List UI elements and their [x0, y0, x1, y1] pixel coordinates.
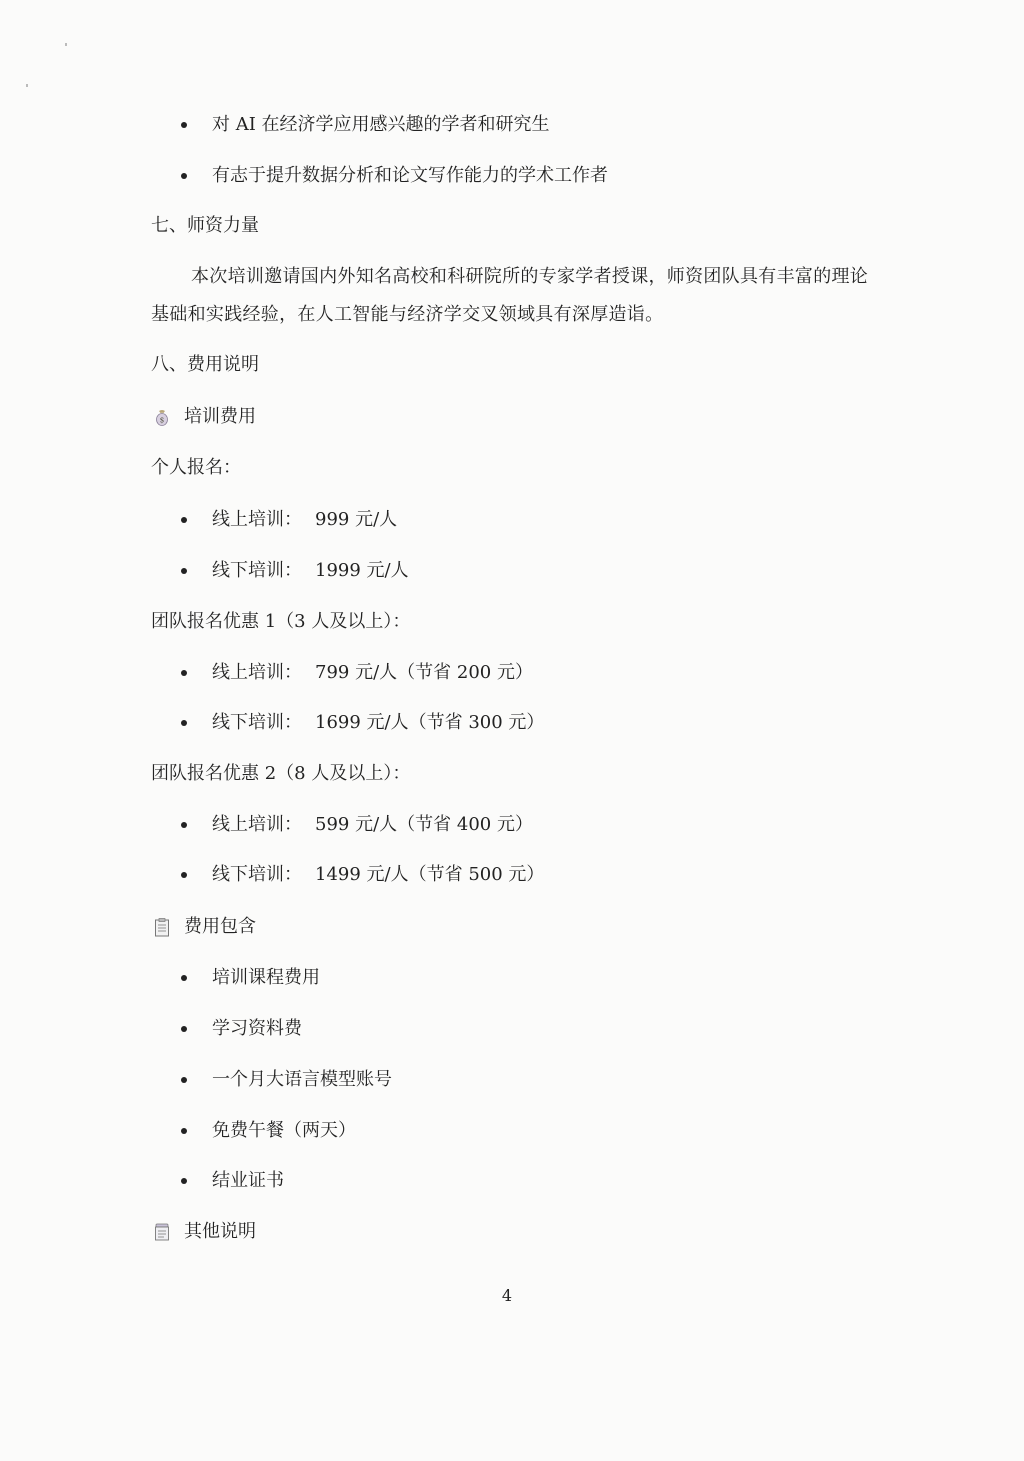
memo-icon	[152, 1222, 172, 1242]
price-label: 线下培训：	[212, 712, 302, 733]
includes-subheading	[0, 912, 1024, 942]
other-subheading	[0, 1217, 1024, 1247]
bullet-icon	[179, 870, 189, 880]
price-value: 799 元/人（节省 200 元）	[315, 662, 533, 683]
price-item	[0, 556, 1024, 586]
price-item	[0, 860, 1024, 890]
price-label: 线上培训：	[212, 814, 302, 835]
section7-paragraph: 本次培训邀请国内外知名高校和科研院所的专家学者授课，师资团队具有丰富的理论基础和实践经验，在人工智能与经济学交叉领域具有深厚造诣。	[151, 266, 869, 325]
list-item-text: 结业证书	[212, 1170, 284, 1191]
includes-title: 费用包含	[184, 916, 256, 937]
bullet-icon	[179, 820, 189, 830]
group1-label: 团队报名优惠 1（3 人及以上）：	[151, 611, 411, 632]
svg-text:$: $	[159, 416, 165, 425]
list-item-text: 学习资料费	[212, 1018, 302, 1039]
list-item	[0, 1014, 1024, 1044]
list-item	[0, 1065, 1024, 1095]
list-item	[0, 963, 1024, 993]
price-item	[0, 658, 1024, 688]
bullet-icon	[179, 668, 189, 678]
fee-title: 培训费用	[184, 406, 256, 427]
page-number: 4	[501, 1286, 513, 1305]
section8-heading: 八、费用说明	[151, 354, 259, 375]
bullet-icon	[179, 718, 189, 728]
money-bag-icon	[152, 407, 172, 427]
bullet-icon	[179, 515, 189, 525]
bullet-icon	[179, 171, 189, 181]
group-label	[0, 759, 1024, 789]
price-value: 1699 元/人（节省 300 元）	[315, 712, 545, 733]
scan-speck	[65, 43, 67, 46]
clipboard-icon	[152, 917, 172, 937]
price-item	[0, 505, 1024, 535]
group-label	[0, 607, 1024, 637]
bullet-icon	[179, 1176, 189, 1186]
group2-label: 团队报名优惠 2（8 人及以上）：	[151, 763, 411, 784]
price-item	[0, 708, 1024, 738]
price-value: 999 元/人	[315, 509, 398, 530]
list-item-text: 培训课程费用	[212, 967, 320, 988]
list-item-text: 对 AI 在经济学应用感兴趣的学者和研究生	[212, 114, 550, 135]
price-value: 1499 元/人（节省 500 元）	[315, 864, 545, 885]
section-heading	[0, 211, 1024, 241]
price-value: 599 元/人（节省 400 元）	[315, 814, 533, 835]
section7-heading: 七、师资力量	[151, 215, 259, 236]
list-item	[0, 1166, 1024, 1196]
list-item	[0, 110, 1024, 140]
list-item-text: 一个月大语言模型账号	[212, 1069, 392, 1090]
price-label: 线上培训：	[212, 662, 302, 683]
bullet-icon	[179, 973, 189, 983]
list-item	[0, 161, 1024, 191]
price-value: 1999 元/人	[315, 560, 409, 581]
other-title: 其他说明	[184, 1221, 256, 1242]
list-item-text: 免费午餐（两天）	[212, 1120, 356, 1141]
price-item	[0, 810, 1024, 840]
section-heading	[0, 350, 1024, 380]
price-label: 线下培训：	[212, 864, 302, 885]
bullet-icon	[179, 120, 189, 130]
individual-label: 个人报名：	[151, 457, 241, 478]
list-item-text: 有志于提升数据分析和论文写作能力的学术工作者	[212, 165, 608, 186]
fee-subheading	[0, 402, 1024, 432]
bullet-icon	[179, 1024, 189, 1034]
price-label: 线上培训：	[212, 509, 302, 530]
bullet-icon	[179, 1075, 189, 1085]
bullet-icon	[179, 1126, 189, 1136]
list-item	[0, 1116, 1024, 1146]
group-label	[0, 453, 1024, 483]
scan-speck	[26, 84, 28, 87]
bullet-icon	[179, 566, 189, 576]
price-label: 线下培训：	[212, 560, 302, 581]
